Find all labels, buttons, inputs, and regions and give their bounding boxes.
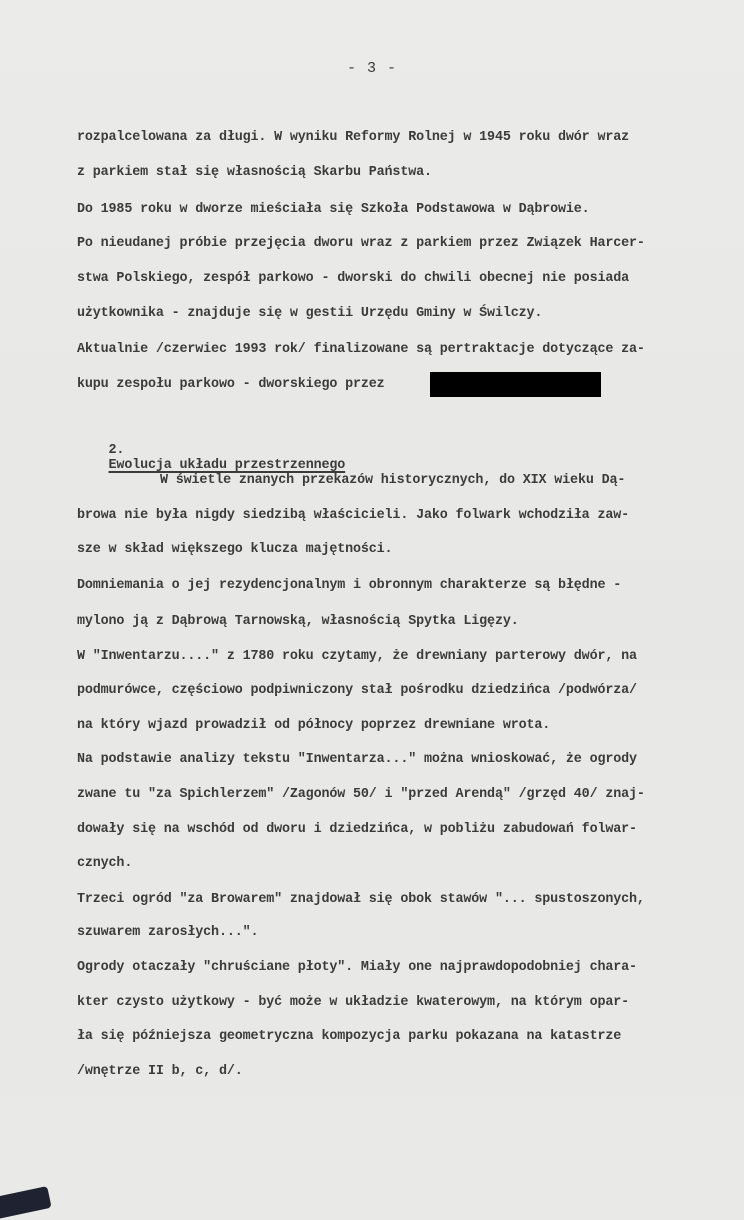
text-line: Aktualnie /czerwiec 1993 rok/ finalizowane są pertraktacje dotyczące za- <box>77 342 645 357</box>
paragraph-line: dowały się na wschód od dworu i dziedzińca, w pobliżu zabudowań folwar- <box>77 822 637 837</box>
text-line: Po nieudanej próbie przejęcia dworu wraz z parkiem przez Związek Harcer- <box>77 236 645 251</box>
paragraph-line: Na podstawie analizy tekstu "Inwentarza..." można wnioskować, że ogrody <box>77 752 637 767</box>
paragraph-line: Trzeci ogród "za Browarem" znajdował się obok stawów "... spustoszonych, <box>77 892 645 907</box>
paragraph-line: na który wjazd prowadził od północy poprzez drewniane wrota. <box>77 718 551 733</box>
text-line: użytkownika - znajduje się w gestii Urzędu Gminy w Świlczy. <box>77 306 543 321</box>
section-number: 2. <box>108 443 125 458</box>
section-title: Ewolucja układu przestrzennego <box>108 458 346 473</box>
paragraph-line: zwane tu "za Spichlerzem" /Zagonów 50/ i "przed Arendą" /grzęd 40/ znaj- <box>77 787 645 802</box>
redaction-block <box>430 372 601 397</box>
page-number: - 3 - <box>346 60 397 77</box>
text-line: kupu zespołu parkowo - dworskiego przez <box>77 377 385 392</box>
paragraph-line: /wnętrze II b, c, d/. <box>77 1064 243 1079</box>
paragraph-line: szuwarem zarosłych...". <box>77 925 259 940</box>
paragraph-line: Domniemania o jej rezydencjonalnym i obronnym charakterze są błędne - <box>77 578 622 593</box>
paragraph-line: podmurówce, częściowo podpiwniczony stał pośrodku dziedzińca /podwórza/ <box>77 683 637 698</box>
scan-corner-shadow <box>0 1186 52 1220</box>
text-line: stwa Polskiego, zespół parkowo - dworski do chwili obecnej nie posiada <box>77 271 629 286</box>
paragraph-line: W świetle znanych przekazów historycznych, do XIX wieku Dą- <box>160 473 626 488</box>
paragraph-line: cznych. <box>77 856 133 871</box>
paragraph-line: W "Inwentarzu...." z 1780 roku czytamy, że drewniany parterowy dwór, na <box>77 649 637 664</box>
text-line: z parkiem stał się własnością Skarbu Państwa. <box>77 165 432 180</box>
paragraph-line: browa nie była nigdy siedzibą właścicieli. Jako folwark wchodziła zaw- <box>77 508 629 523</box>
paragraph-line: kter czysto użytkowy - być może w układzie kwaterowym, na którym opar- <box>77 995 629 1010</box>
paragraph-line: mylono ją z Dąbrową Tarnowską, własnością Spytka Ligęzy. <box>77 614 519 629</box>
text-line: Do 1985 roku w dworze mieściała się Szkoła Podstawowa w Dąbrowie. <box>77 202 590 217</box>
text-line: rozpalcelowana za długi. W wyniku Reformy Rolnej w 1945 roku dwór wraz <box>77 130 629 145</box>
paragraph-line: ła się późniejsza geometryczna kompozycja parku pokazana na katastrze <box>77 1029 622 1044</box>
paragraph-line: sze w skład większego klucza majętności. <box>77 542 393 557</box>
paragraph-line: Ogrody otaczały "chruściane płoty". Miały one najprawdopodobniej chara- <box>77 960 637 975</box>
